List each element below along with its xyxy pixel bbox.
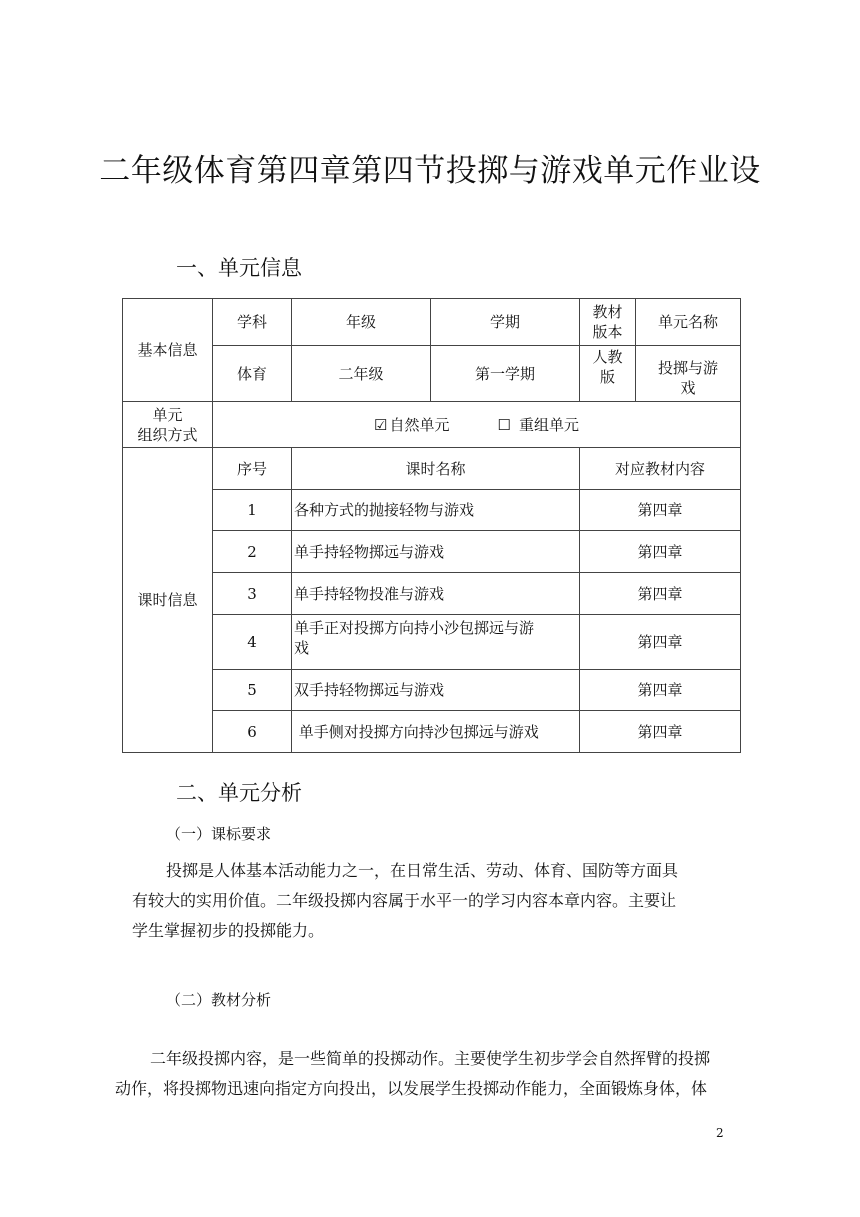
lesson-header-content: 对应教材内容	[580, 448, 741, 490]
value-unit-name-line1: 投掷与游	[657, 359, 718, 377]
header-unit-name: 单元名称	[636, 299, 741, 346]
section-heading-unit-info: 一、单元信息	[176, 256, 302, 280]
lesson-header-name: 课时名称	[292, 448, 580, 490]
checkbox-regroup-unit[interactable]: ☐	[497, 415, 511, 434]
value-unit-name-line2: 戏	[680, 379, 696, 397]
section-heading-unit-analysis: 二、单元分析	[176, 781, 302, 805]
org-label	[123, 402, 213, 448]
value-edition-line2: 版	[599, 368, 615, 386]
paragraph-line: 动作，将投掷物迅速向指定方向投出，以发展学生投掷动作能力，全面锻炼身体，体	[115, 1079, 708, 1098]
basic-info-label: 基本信息	[123, 299, 213, 402]
table-row	[123, 346, 741, 402]
table-row	[123, 299, 741, 346]
option-regroup-unit-label: 重组单元	[518, 415, 579, 434]
header-edition-line1: 教材	[592, 303, 623, 321]
subheading-curriculum: （一）课标要求	[166, 825, 272, 843]
lesson-content: 第四章	[580, 670, 741, 711]
value-term: 第一学期	[431, 346, 580, 402]
value-unit-name	[636, 346, 741, 402]
table-row	[123, 490, 741, 531]
table-row	[123, 615, 741, 670]
lesson-header-no: 序号	[213, 448, 292, 490]
lesson-content: 第四章	[580, 573, 741, 615]
table-row	[123, 573, 741, 615]
table-row	[123, 670, 741, 711]
header-term: 学期	[431, 299, 580, 346]
org-label-line1: 单元	[152, 405, 183, 424]
table-row	[123, 531, 741, 573]
header-edition	[580, 299, 636, 346]
checkbox-natural-unit[interactable]: ☑	[374, 415, 388, 434]
table-row	[123, 402, 741, 448]
lesson-name-line2: 戏	[294, 639, 310, 657]
lesson-name-line1: 单手正对投掷方向持小沙包掷远与游	[294, 619, 535, 637]
table-row	[123, 448, 741, 490]
unit-info-table	[122, 298, 741, 753]
lesson-no: 3	[213, 573, 292, 615]
paragraph-curriculum	[132, 856, 679, 946]
value-subject: 体育	[213, 346, 292, 402]
lesson-no: 2	[213, 531, 292, 573]
header-grade: 年级	[292, 299, 431, 346]
lesson-content: 第四章	[580, 711, 741, 753]
lesson-name	[292, 615, 580, 670]
lesson-name: 单手持轻物掷远与游戏	[292, 531, 580, 573]
lesson-content: 第四章	[580, 531, 741, 573]
lesson-info-label: 课时信息	[123, 448, 213, 753]
org-options	[213, 402, 741, 448]
table-row	[123, 711, 741, 753]
lesson-no: 4	[213, 615, 292, 670]
value-edition	[580, 346, 636, 402]
page-number: 2	[716, 1126, 724, 1140]
header-subject: 学科	[213, 299, 292, 346]
lesson-name: 单手持轻物投准与游戏	[292, 573, 580, 615]
subheading-textbook: （二）教材分析	[166, 991, 272, 1009]
paragraph-textbook	[115, 1044, 711, 1104]
value-grade: 二年级	[292, 346, 431, 402]
lesson-no: 6	[213, 711, 292, 753]
document-title: 二年级体育第四章第四节投掷与游戏单元作业设	[99, 153, 761, 189]
value-edition-line1: 人教	[592, 348, 623, 366]
paragraph-line: 二年级投掷内容，是一些简单的投掷动作。主要使学生初步学会自然挥臂的投掷	[150, 1049, 711, 1068]
lesson-no: 1	[213, 490, 292, 531]
option-natural-unit-label: 自然单元	[389, 415, 450, 434]
lesson-content: 第四章	[580, 490, 741, 531]
lesson-name: 双手持轻物掷远与游戏	[292, 670, 580, 711]
header-edition-line2: 版本	[592, 323, 623, 341]
paragraph-line: 学生掌握初步的投掷能力。	[132, 921, 325, 940]
lesson-name: 单手侧对投掷方向持沙包掷远与游戏	[292, 711, 580, 753]
lesson-content: 第四章	[580, 615, 741, 670]
paragraph-line: 投掷是人体基本活动能力之一，在日常生活、劳动、体育、国防等方面具	[166, 861, 679, 880]
lesson-name: 各种方式的抛接轻物与游戏	[292, 490, 580, 531]
org-label-line2: 组织方式	[137, 425, 198, 444]
paragraph-line: 有较大的实用价值。二年级投掷内容属于水平一的学习内容本章内容。主要让	[132, 891, 677, 910]
lesson-no: 5	[213, 670, 292, 711]
